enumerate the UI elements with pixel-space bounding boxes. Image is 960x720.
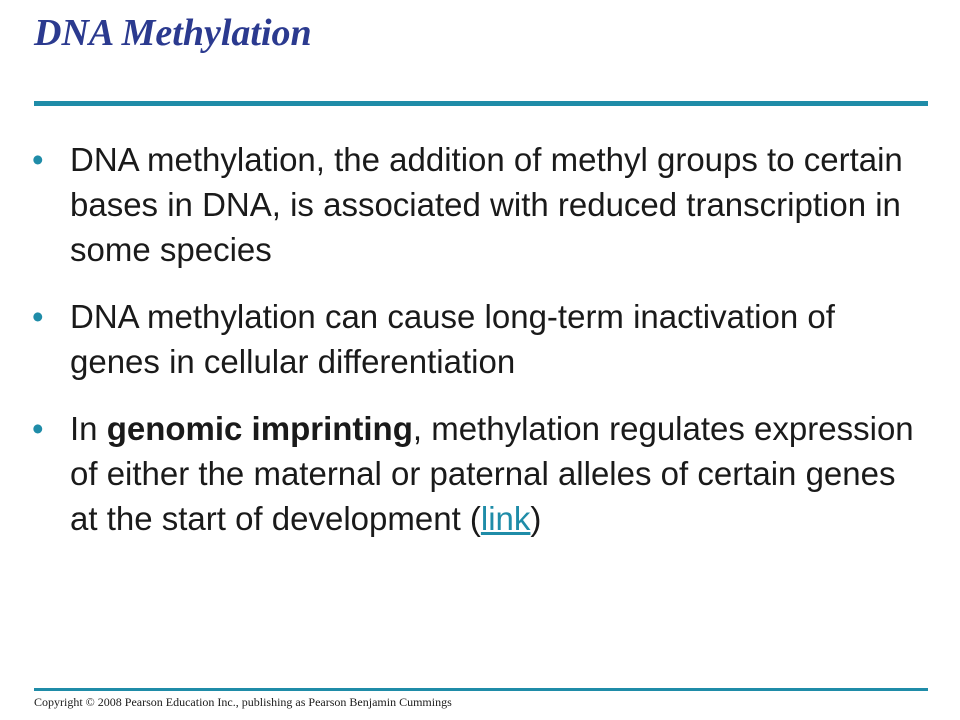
bullet-icon: • (32, 298, 44, 335)
copyright-notice: Copyright © 2008 Pearson Education Inc., publishing as Pearson Benjamin Cummings (34, 695, 452, 709)
bullet-list (30, 137, 930, 563)
title-divider (34, 101, 928, 106)
bullet-text-middle: , methylation regulates expression of either the maternal or paternal alleles of certain genes at the start of development ( (70, 410, 914, 537)
bullet-text: DNA methylation can cause long-term inactivation of genes in cellular differentiation (70, 298, 835, 380)
bullet-text-prefix: In (70, 410, 107, 447)
footer-divider (34, 688, 928, 691)
bullet-item-3 (30, 406, 930, 541)
bullet-icon: • (32, 410, 44, 447)
bullet-item-1 (30, 137, 930, 272)
bullet-item-2 (30, 294, 930, 384)
bullet-text-suffix: ) (530, 500, 542, 537)
bullet-text: DNA methylation, the addition of methyl groups to certain bases in DNA, is associated with reduced transcription in some species (70, 141, 903, 268)
slide-title: DNA Methylation (34, 12, 312, 54)
reference-link[interactable]: link (480, 500, 531, 537)
bullet-icon: • (32, 141, 44, 178)
bold-term: genomic imprinting (106, 410, 413, 447)
